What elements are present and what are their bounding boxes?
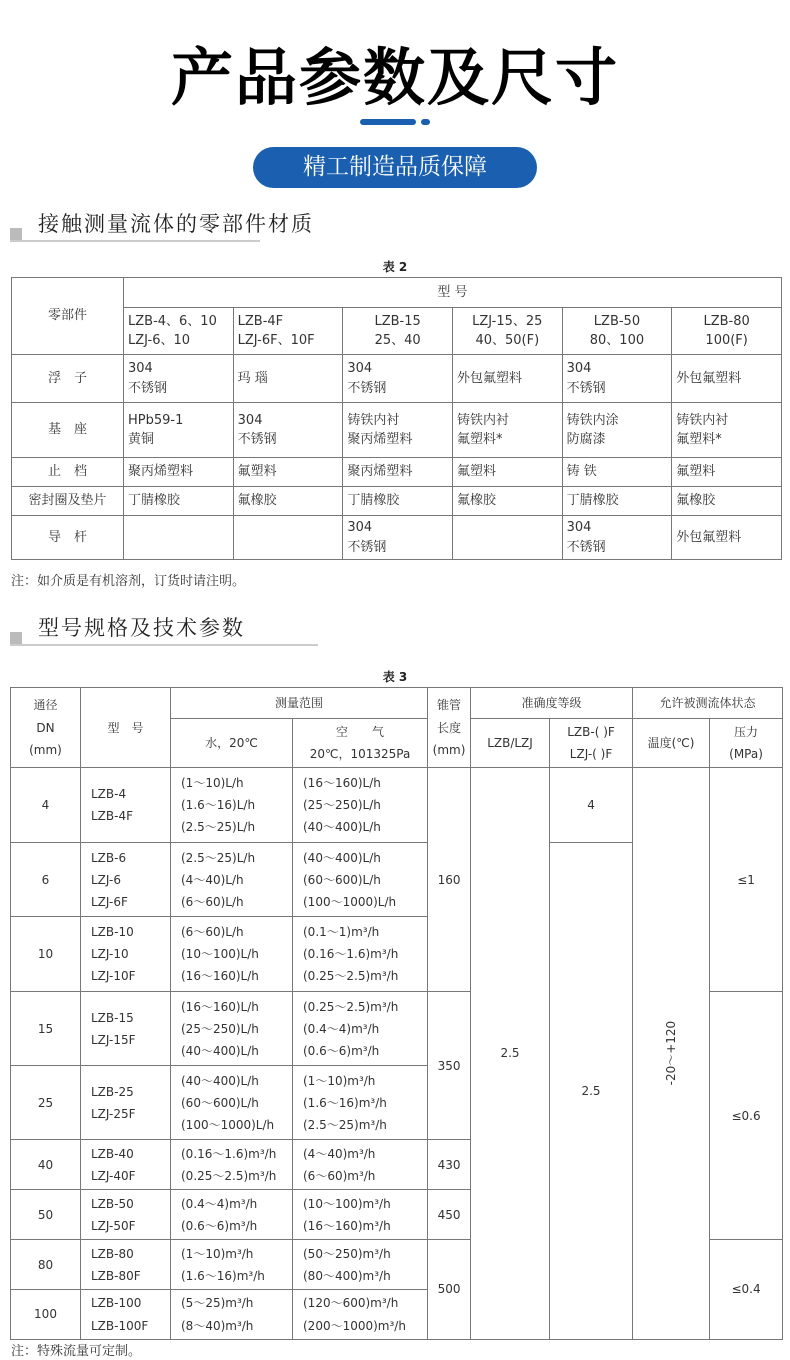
header-pressure: 压力 (MPa) bbox=[710, 719, 783, 768]
material-cell: 聚丙烯塑料 bbox=[124, 458, 234, 487]
material-cell: 氟塑料 bbox=[233, 458, 343, 487]
material-cell: 丁腈橡胶 bbox=[124, 487, 234, 516]
length-cell: 500 bbox=[428, 1240, 471, 1339]
water-range-cell: (16～160)L/h (25～250)L/h (40～400)L/h bbox=[171, 992, 293, 1066]
material-cell: 氟橡胶 bbox=[672, 487, 782, 516]
accuracy-cell: 2.5 bbox=[471, 768, 550, 1339]
table-note: 注：特殊流量可定制。 bbox=[11, 1344, 142, 1359]
model-header: LZB-50 80、100 bbox=[562, 308, 672, 355]
header-range: 测量范围 bbox=[171, 688, 428, 719]
header-model: 型 号 bbox=[81, 688, 171, 768]
model-cell: LZB-4 LZB-4F bbox=[81, 768, 171, 843]
part-name: 密封圈及垫片 bbox=[12, 487, 124, 516]
water-range-cell: (5～25)m³/h (8～40)m³/h bbox=[171, 1290, 293, 1339]
section-marker bbox=[10, 632, 22, 644]
model-group-header: 型 号 bbox=[124, 278, 782, 308]
dn-cell: 6 bbox=[11, 843, 81, 917]
model-cell: LZB-25 LZJ-25F bbox=[81, 1066, 171, 1140]
table-caption: 表 2 bbox=[382, 260, 408, 274]
section-underline bbox=[10, 644, 318, 646]
header-dn: 通径 DN (mm) bbox=[11, 688, 81, 768]
water-range-cell: (2.5～25)L/h (4～40)L/h (6～60)L/h bbox=[171, 843, 293, 917]
table-row bbox=[12, 487, 782, 516]
part-name: 基 座 bbox=[12, 403, 124, 458]
temperature-value: -20～+120 bbox=[663, 1021, 678, 1086]
water-range-cell: (1～10)m³/h (1.6～16)m³/h bbox=[171, 1240, 293, 1290]
header-accuracy: 准确度等级 bbox=[471, 688, 633, 719]
dn-cell: 10 bbox=[11, 917, 81, 992]
table-row bbox=[12, 458, 782, 487]
material-cell bbox=[233, 516, 343, 560]
dn-cell: 25 bbox=[11, 1066, 81, 1140]
header-temp: 温度(℃) bbox=[633, 719, 710, 768]
table-row bbox=[12, 278, 782, 308]
material-cell: 丁腈橡胶 bbox=[562, 487, 672, 516]
water-range-cell: (0.4～4)m³/h (0.6～6)m³/h bbox=[171, 1190, 293, 1240]
dn-cell: 4 bbox=[11, 768, 81, 843]
model-header: LZB-4、6、10 LZJ-6、10 bbox=[124, 308, 234, 355]
material-cell: 丁腈橡胶 bbox=[343, 487, 453, 516]
model-cell: LZB-100 LZB-100F bbox=[81, 1290, 171, 1339]
model-cell: LZB-15 LZJ-15F bbox=[81, 992, 171, 1066]
air-range-cell: (4～40)m³/h (6～60)m³/h bbox=[293, 1140, 428, 1190]
title-divider bbox=[360, 119, 416, 125]
material-cell: 铸铁内衬 氟塑料* bbox=[452, 403, 562, 458]
material-cell: 铸 铁 bbox=[562, 458, 672, 487]
material-cell: 304 不锈钢 bbox=[124, 355, 234, 403]
material-cell: 氟橡胶 bbox=[452, 487, 562, 516]
length-cell: 160 bbox=[428, 768, 471, 992]
table-caption: 表 3 bbox=[382, 670, 408, 684]
accuracy-f-cell: 4 bbox=[550, 768, 633, 843]
water-range-cell: (1～10)L/h (1.6～16)L/h (2.5～25)L/h bbox=[171, 768, 293, 843]
air-range-cell: (40～400)L/h (60～600)L/h (100～1000)L/h bbox=[293, 843, 428, 917]
part-name: 浮 子 bbox=[12, 355, 124, 403]
title-divider-dot bbox=[421, 119, 430, 125]
section-title: 接触测量流体的零部件材质 bbox=[38, 212, 314, 236]
header-length: 锥管 长度 (mm) bbox=[428, 688, 471, 768]
table-row bbox=[11, 768, 783, 843]
material-cell: 玛 瑙 bbox=[233, 355, 343, 403]
header-air: 空 气 20℃，101325Pa bbox=[293, 719, 428, 768]
table-row bbox=[11, 688, 783, 719]
section-heading-materials bbox=[10, 212, 314, 240]
air-range-cell: (120～600)m³/h (200～1000)m³/h bbox=[293, 1290, 428, 1339]
section-underline bbox=[10, 240, 260, 242]
pressure-cell: ≤1 bbox=[710, 768, 783, 992]
header-acc2: LZB-( )F LZJ-( )F bbox=[550, 719, 633, 768]
table-row bbox=[12, 403, 782, 458]
header-water: 水，20℃ bbox=[171, 719, 293, 768]
water-range-cell: (40～400)L/h (60～600)L/h (100～1000)L/h bbox=[171, 1066, 293, 1140]
length-cell: 450 bbox=[428, 1190, 471, 1240]
dn-cell: 50 bbox=[11, 1190, 81, 1240]
header-state: 允许被测流体状态 bbox=[633, 688, 783, 719]
air-range-cell: (1～10)m³/h (1.6～16)m³/h (2.5～25)m³/h bbox=[293, 1066, 428, 1140]
air-range-cell: (16～160)L/h (25～250)L/h (40～400)L/h bbox=[293, 768, 428, 843]
part-name: 止 档 bbox=[12, 458, 124, 487]
material-cell: 304 不锈钢 bbox=[562, 516, 672, 560]
model-header: LZB-80 100(F) bbox=[672, 308, 782, 355]
dn-cell: 100 bbox=[11, 1290, 81, 1339]
section-title: 型号规格及技术参数 bbox=[38, 616, 245, 640]
water-range-cell: (6～60)L/h (10～100)L/h (16～160)L/h bbox=[171, 917, 293, 992]
material-cell bbox=[452, 516, 562, 560]
material-cell: 304 不锈钢 bbox=[233, 403, 343, 458]
pressure-cell: ≤0.4 bbox=[710, 1240, 783, 1339]
air-range-cell: (10～100)m³/h (16～160)m³/h bbox=[293, 1190, 428, 1240]
dn-cell: 15 bbox=[11, 992, 81, 1066]
material-cell: 外包氟塑料 bbox=[672, 355, 782, 403]
table-row bbox=[12, 516, 782, 560]
model-header: LZB-4F LZJ-6F、10F bbox=[233, 308, 343, 355]
material-cell: 聚丙烯塑料 bbox=[343, 458, 453, 487]
air-range-cell: (0.1～1)m³/h (0.16～1.6)m³/h (0.25～2.5)m³/h bbox=[293, 917, 428, 992]
table-row bbox=[12, 355, 782, 403]
model-header: LZJ-15、25 40、50(F) bbox=[452, 308, 562, 355]
material-cell bbox=[124, 516, 234, 560]
temperature-cell bbox=[633, 768, 710, 1339]
accuracy-f-cell: 2.5 bbox=[550, 843, 633, 1339]
material-cell: 304 不锈钢 bbox=[343, 355, 453, 403]
length-cell: 350 bbox=[428, 992, 471, 1140]
material-cell: 304 不锈钢 bbox=[562, 355, 672, 403]
model-cell: LZB-6 LZJ-6 LZJ-6F bbox=[81, 843, 171, 917]
air-range-cell: (0.25～2.5)m³/h (0.4～4)m³/h (0.6～6)m³/h bbox=[293, 992, 428, 1066]
water-range-cell: (0.16～1.6)m³/h (0.25～2.5)m³/h bbox=[171, 1140, 293, 1190]
table-row bbox=[12, 308, 782, 355]
material-cell: 304 不锈钢 bbox=[343, 516, 453, 560]
section-heading-specs bbox=[10, 616, 260, 644]
length-cell: 430 bbox=[428, 1140, 471, 1190]
material-cell: 外包氟塑料 bbox=[672, 516, 782, 560]
material-cell: 外包氟塑料 bbox=[452, 355, 562, 403]
material-cell: HPb59-1 黄铜 bbox=[124, 403, 234, 458]
material-cell: 铸铁内衬 氟塑料* bbox=[672, 403, 782, 458]
model-cell: LZB-50 LZJ-50F bbox=[81, 1190, 171, 1240]
header-acc1: LZB/LZJ bbox=[471, 719, 550, 768]
materials-table bbox=[11, 277, 782, 560]
model-header: LZB-15 25、40 bbox=[343, 308, 453, 355]
dn-cell: 40 bbox=[11, 1140, 81, 1190]
model-cell: LZB-10 LZJ-10 LZJ-10F bbox=[81, 917, 171, 992]
section-marker bbox=[10, 228, 22, 240]
pressure-cell: ≤0.6 bbox=[710, 992, 783, 1240]
material-cell: 铸铁内衬 聚丙烯塑料 bbox=[343, 403, 453, 458]
table-note: 注：如介质是有机溶剂，订货时请注明。 bbox=[11, 574, 246, 589]
part-name: 导 杆 bbox=[12, 516, 124, 560]
dn-cell: 80 bbox=[11, 1240, 81, 1290]
corner-header: 零部件 bbox=[12, 278, 124, 355]
material-cell: 氟橡胶 bbox=[233, 487, 343, 516]
subtitle-badge: 精工制造品质保障 bbox=[253, 147, 537, 188]
model-cell: LZB-80 LZB-80F bbox=[81, 1240, 171, 1290]
air-range-cell: (50～250)m³/h (80～400)m³/h bbox=[293, 1240, 428, 1290]
specs-table bbox=[10, 687, 783, 1340]
model-cell: LZB-40 LZJ-40F bbox=[81, 1140, 171, 1190]
material-cell: 铸铁内涂 防腐漆 bbox=[562, 403, 672, 458]
page-title: 产品参数及尺寸 bbox=[170, 41, 619, 114]
material-cell: 氟塑料 bbox=[452, 458, 562, 487]
material-cell: 氟塑料 bbox=[672, 458, 782, 487]
